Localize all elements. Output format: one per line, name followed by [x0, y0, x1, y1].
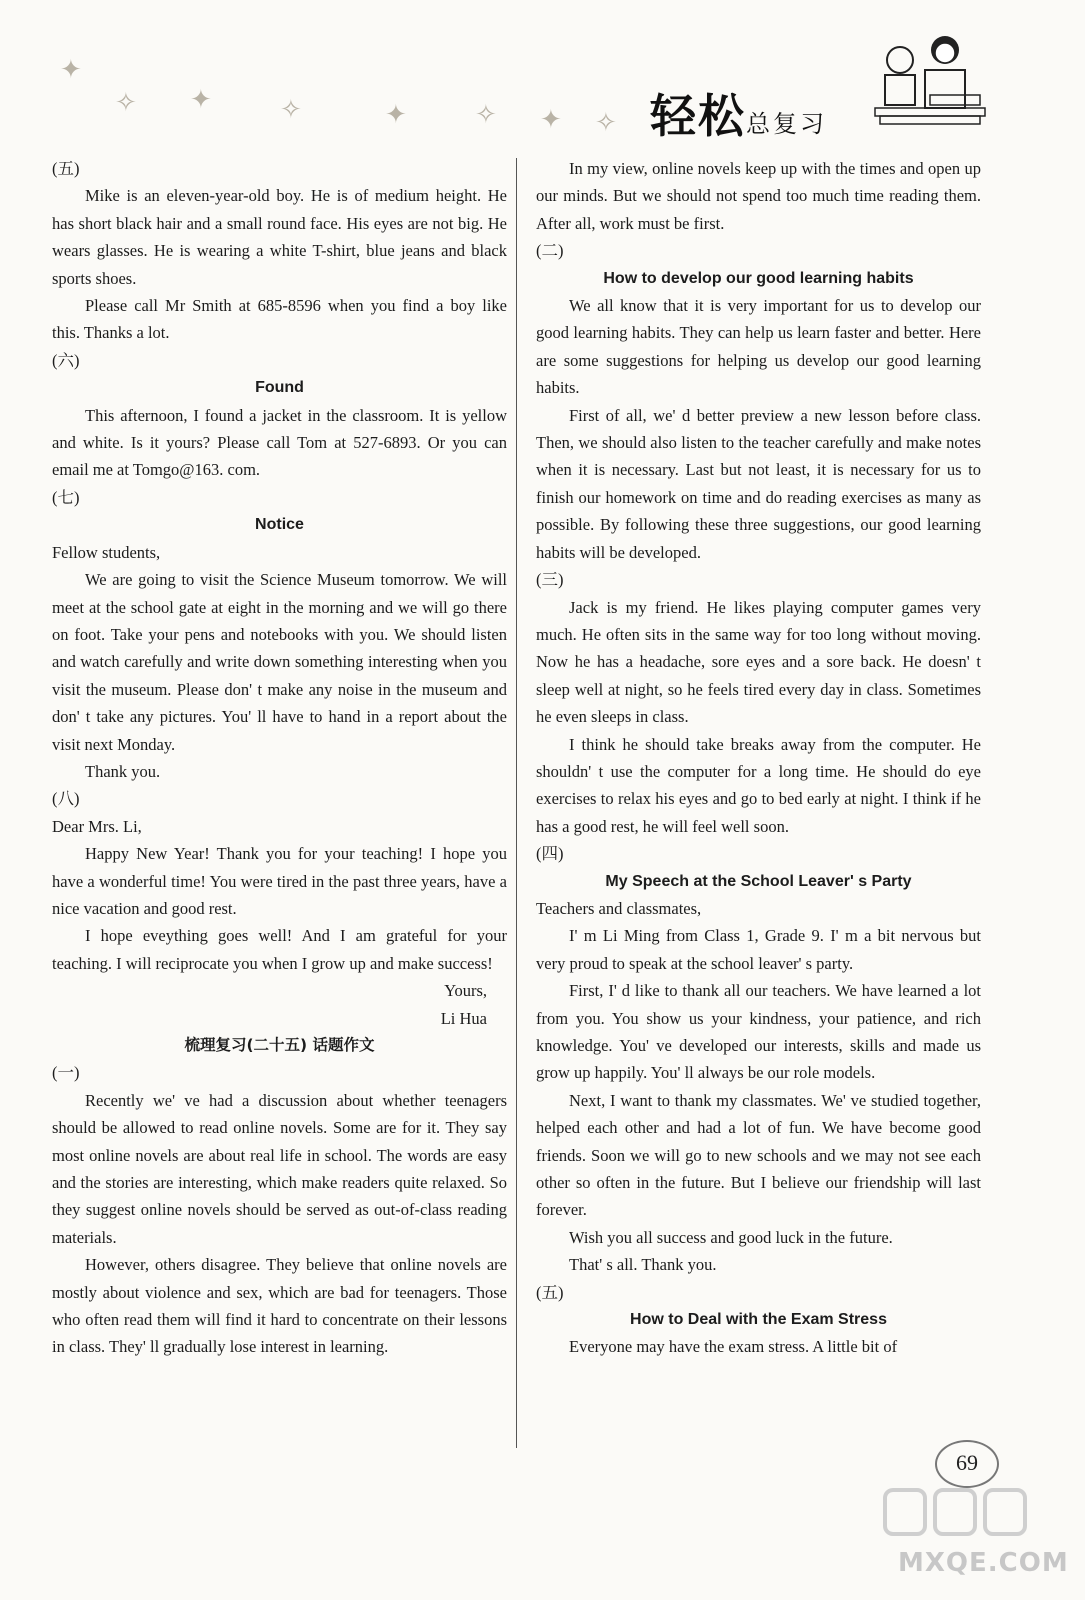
- section-label: (六): [52, 350, 80, 370]
- brand-main: 轻松: [650, 89, 746, 143]
- paragraph: This afternoon, I found a jacket in the classroom. It is yellow and white. Is it yours? Please call Tom at 527-6893. Or you can email me at Tomgo@163. com.: [52, 405, 507, 480]
- paragraph: First, I' d like to thank all our teachers. We have learned a lot from you. You show us your kindness, your patience, and rich knowledge. You' ve developed our interests, skills and made us grow up happily. You' ll always be our role models.: [536, 981, 981, 1083]
- section-label: (四): [536, 844, 564, 864]
- paragraph: I hope eveything goes well! And I am grateful for your teaching. I will reciprocate you when I grow up and make success!: [52, 926, 507, 973]
- section-label: (五): [52, 159, 80, 178]
- right-column: [536, 155, 981, 1361]
- paragraph: Mike is an eleven-year-old boy. He is of medium height. He has short black hair and a small round face. His eyes are not big. He wears glasses. He is wearing a white T-shirt, blue jeans and black sports shoes.: [52, 186, 507, 288]
- section-label: (一): [52, 1063, 80, 1083]
- greeting: Dear Mrs. Li,: [52, 816, 142, 836]
- section-heading: How to develop our good learning habits: [603, 269, 914, 287]
- star-icon: ✦: [540, 105, 562, 134]
- star-icon: ✦: [60, 55, 82, 84]
- paragraph: We are going to visit the Science Museum tomorrow. We will meet at the school gate at eight in the morning and we will go there on foot. Take your pens and notebooks with you. We should listen and watch carefully and write down something interesting when you visit the museum. Please don' t make any noise in the museum and don' t take any pictures. You' ll have to hand in a report about the visit next Monday.: [52, 570, 507, 754]
- paragraph: Jack is my friend. He likes playing computer games very much. He often sits in the same way for too long without moving. Now he has a headache, sore eyes and a sore back. He doesn' t sleep well at night, so he feels tired every day in class. Sometimes he even sleeps in class.: [536, 597, 981, 727]
- paragraph: I' m Li Ming from Class 1, Grade 9. I' m a bit nervous but very proud to speak at the school leaver' s party.: [536, 926, 981, 973]
- paragraph: Thank you.: [85, 761, 161, 781]
- star-icon: ✧: [115, 88, 137, 117]
- star-icon: ✧: [280, 95, 302, 124]
- watermark-text: MXQE.COM: [898, 1548, 1069, 1578]
- paragraph: However, others disagree. They believe that online novels are mostly about violence and sex, which are bad for teenagers. Those who often read them will find it hard to concentrate on their lessons in class. They' ll gradually lose interest in learning.: [52, 1255, 507, 1357]
- section-label: (七): [52, 487, 80, 507]
- paragraph: Recently we' ve had a discussion about whether teenagers should be allowed to read online novels. Some are for it. They say most online novels are about real life in school. The words are easy and the stories are interesting, which make readers quite relaxed. So they suggest online novels should be served as out-of-class reading materials.: [52, 1090, 507, 1247]
- paragraph: In my view, online novels keep up with the times and open up our minds. But we should not spend too much time reading them. After all, work must be first.: [536, 159, 981, 233]
- star-icon: ✧: [595, 108, 617, 137]
- page-header: [0, 0, 1085, 150]
- star-icon: ✦: [190, 85, 212, 114]
- section-heading: How to Deal with the Exam Stress: [630, 1311, 887, 1329]
- signature-name: Li Hua: [440, 1008, 487, 1028]
- reading-kids-icon: [870, 20, 990, 140]
- left-column: [52, 155, 507, 1361]
- paragraph: That' s all. Thank you.: [569, 1255, 717, 1275]
- section-heading: My Speech at the School Leaver' s Party: [605, 872, 912, 890]
- star-icon: ✧: [475, 100, 497, 129]
- brand-sub: 总复习: [746, 110, 827, 138]
- brand-title: [650, 80, 827, 146]
- section-heading: Notice: [255, 516, 304, 534]
- star-icon: ✦: [385, 100, 407, 129]
- paragraph: Wish you all success and good luck in the future.: [569, 1227, 893, 1247]
- section-heading: Found: [255, 379, 304, 397]
- section-label: (二): [536, 241, 564, 261]
- paragraph: I think he should take breaks away from the computer. He shouldn' t use the computer for a long time. He should do eye exercises to relax his eyes and go to bed early at night. I think if he has a good rest, he will feel well soon.: [536, 734, 981, 836]
- paragraph: Everyone may have the exam stress. A little bit of: [569, 1337, 898, 1357]
- signature-closing: Yours,: [444, 981, 487, 1001]
- chapter-title: 梳理复习(二十五) 话题作文: [184, 1036, 375, 1054]
- section-label: (五): [536, 1282, 564, 1302]
- paragraph: Happy New Year! Thank you for your teaching! I hope you have a wonderful time! You were tired in the past three years, have a nice vacation and good rest.: [52, 844, 507, 918]
- greeting: Fellow students,: [52, 542, 161, 562]
- paragraph: Please call Mr Smith at 685-8596 when you find a boy like this. Thanks a lot.: [52, 296, 507, 343]
- paragraph: We all know that it is very important for us to develop our good learning habits. They can help us learn faster and better. Here are some suggestions for helping us develop our good learning habits.: [536, 296, 981, 398]
- paragraph: Next, I want to thank my classmates. We' ve studied together, helped each other and had a lot of fun. We have become good friends. Soon we will go to new schools and we may not see each other so often in the future. But I believe our friendship will last forever.: [536, 1090, 981, 1220]
- greeting: Teachers and classmates,: [536, 898, 702, 918]
- column-divider: [516, 158, 517, 1448]
- section-label: (三): [536, 570, 564, 590]
- page-number: 69: [935, 1440, 999, 1488]
- section-label: (八): [52, 789, 80, 809]
- paragraph: First of all, we' d better preview a new lesson before class. Then, we should also listen to the teacher carefully and make notes when it is necessary. Last but not least, it is necessary for us to finish our homework on time and do reading exercises as many as possible. By following these three suggestions, our good learning habits will be developed.: [536, 405, 981, 562]
